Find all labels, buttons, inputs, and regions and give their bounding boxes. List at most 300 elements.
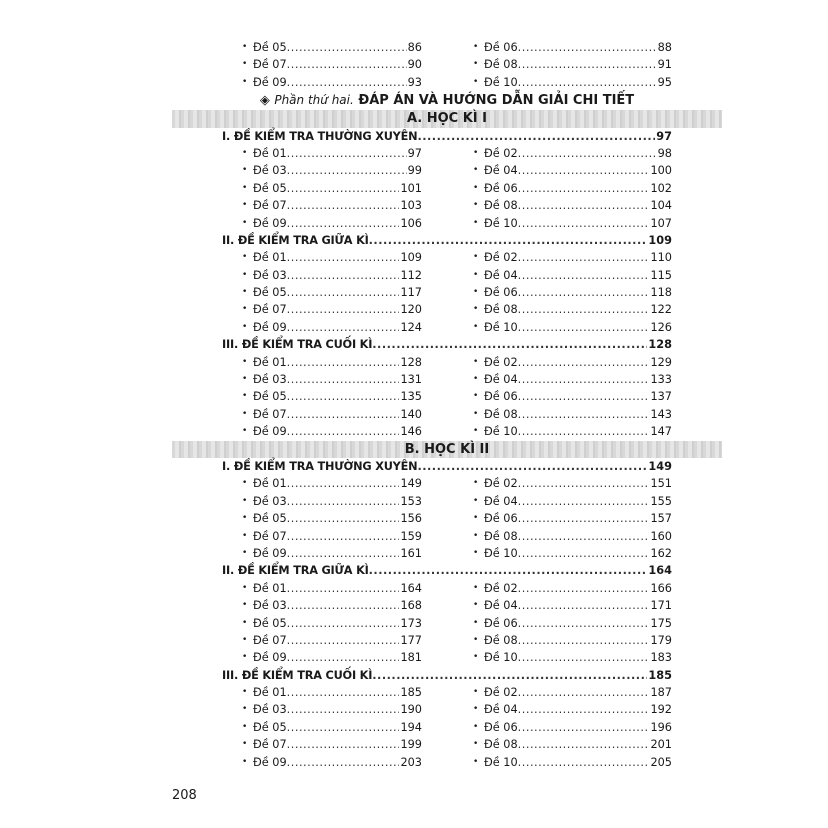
toc-entry[interactable] [473, 754, 672, 771]
entry-page: 187 [650, 686, 672, 700]
bullet-icon: • [242, 495, 248, 506]
toc-entry[interactable] [473, 510, 672, 527]
entry-label: Đề 04 [484, 373, 518, 387]
entry-page: 164 [400, 581, 422, 595]
entry-page: 155 [650, 494, 672, 508]
bullet-icon: • [242, 59, 248, 70]
toc-entry[interactable] [473, 145, 672, 162]
entry-page: 175 [650, 616, 672, 630]
entry-label: Đề 01 [253, 251, 287, 265]
entry-label: Đề 07 [253, 529, 287, 543]
leader-dots [287, 615, 400, 632]
leader-dots [287, 580, 400, 597]
bullet-icon: • [473, 634, 479, 645]
entry-label: Đề 04 [484, 703, 518, 717]
term-heading: B. HỌC KÌ II [172, 441, 722, 458]
toc-entry[interactable] [473, 406, 672, 423]
toc-entry[interactable] [242, 145, 422, 162]
entry-page: 203 [400, 755, 422, 769]
toc-entry[interactable] [473, 684, 672, 701]
entry-label: Đề 08 [484, 303, 518, 317]
bullet-icon: • [473, 76, 479, 87]
entry-page: 168 [400, 599, 422, 613]
leader-dots [518, 388, 650, 405]
entry-page: 183 [650, 651, 672, 665]
entry-label: Đề 02 [484, 355, 518, 369]
entry-page: 190 [400, 703, 422, 717]
toc-entry[interactable] [473, 180, 672, 197]
leader-dots [287, 736, 400, 753]
toc-row [222, 475, 672, 492]
bullet-icon: • [242, 739, 248, 750]
toc-entry[interactable] [473, 267, 672, 284]
toc-row [222, 388, 672, 405]
toc-entry[interactable] [473, 215, 672, 232]
entry-label: Đề 10 [484, 546, 518, 560]
bullet-icon: • [242, 513, 248, 524]
entry-label: Đề 08 [484, 633, 518, 647]
bullet-icon: • [242, 269, 248, 280]
toc-row [222, 736, 672, 753]
toc-row [222, 267, 672, 284]
toc-row [222, 528, 672, 545]
toc-entry[interactable] [473, 528, 672, 545]
entry-label: Đề 08 [484, 529, 518, 543]
section-heading[interactable] [222, 336, 672, 353]
bullet-icon: • [473, 252, 479, 263]
bullet-icon: • [473, 321, 479, 332]
entry-label: Đề 02 [484, 686, 518, 700]
toc-entry[interactable] [242, 56, 422, 73]
entry-page: 177 [400, 633, 422, 647]
entry-page: 117 [400, 286, 422, 300]
entry-page: 95 [657, 75, 672, 89]
section-title: III. ĐỀ KIỂM TRA CUỐI KÌ [222, 338, 373, 352]
toc-entry[interactable] [473, 615, 672, 632]
section-heading[interactable] [222, 667, 672, 684]
section-heading[interactable] [222, 128, 672, 145]
toc-entry[interactable] [242, 371, 422, 388]
toc-entry[interactable] [242, 39, 422, 56]
entry-label: Đề 05 [253, 286, 287, 300]
entry-page: 98 [657, 146, 672, 160]
toc-entry[interactable] [473, 197, 672, 214]
toc-entry[interactable] [473, 39, 672, 56]
entry-label: Đề 07 [253, 738, 287, 752]
toc-row [222, 406, 672, 423]
section-title: I. ĐỀ KIỂM TRA THƯỜNG XUYÊN [222, 459, 418, 473]
toc-entry[interactable] [242, 267, 422, 284]
leader-dots [287, 319, 400, 336]
leader-dots [287, 406, 400, 423]
entry-label: Đề 07 [253, 199, 287, 213]
entry-page: 162 [650, 546, 672, 560]
leader-dots [518, 197, 650, 214]
entry-page: 124 [400, 320, 422, 334]
bullet-icon: • [242, 165, 248, 176]
entry-page: 101 [400, 181, 422, 195]
toc-entry[interactable] [242, 180, 422, 197]
bullet-icon: • [473, 356, 479, 367]
leader-dots [518, 475, 650, 492]
toc-entry[interactable] [473, 319, 672, 336]
toc-entry[interactable] [242, 719, 422, 736]
section-heading[interactable] [222, 232, 672, 249]
entry-page: 147 [650, 425, 672, 439]
toc-entry[interactable] [473, 632, 672, 649]
entry-label: Đề 06 [484, 616, 518, 630]
leader-dots [287, 545, 400, 562]
toc-entry[interactable] [242, 597, 422, 614]
toc-entry[interactable] [242, 162, 422, 179]
leader-dots [369, 562, 648, 579]
bullet-icon: • [242, 582, 248, 593]
entry-label: Đề 03 [253, 164, 287, 178]
bullet-icon: • [473, 269, 479, 280]
toc-entry[interactable] [473, 701, 672, 718]
bullet-icon: • [473, 165, 479, 176]
bullet-icon: • [242, 42, 248, 52]
toc-entry[interactable] [473, 475, 672, 492]
entry-page: 171 [650, 599, 672, 613]
leader-dots [518, 145, 657, 162]
entry-page: 86 [407, 41, 422, 54]
entry-page: 196 [650, 720, 672, 734]
entry-label: Đề 05 [253, 41, 287, 54]
leader-dots [518, 684, 650, 701]
toc-entry[interactable] [473, 56, 672, 73]
toc-entry[interactable] [242, 475, 422, 492]
entry-page: 185 [400, 686, 422, 700]
entry-page: 153 [400, 494, 422, 508]
table-of-contents [222, 39, 672, 771]
leader-dots [287, 371, 400, 388]
bullet-icon: • [242, 304, 248, 315]
entry-page: 100 [650, 164, 672, 178]
toc-row [222, 649, 672, 666]
entry-label: Đề 10 [484, 755, 518, 769]
entry-page: 97 [407, 146, 422, 160]
bullet-icon: • [473, 217, 479, 228]
entry-page: 140 [400, 407, 422, 421]
bullet-icon: • [473, 704, 479, 715]
bullet-icon: • [473, 513, 479, 524]
bullet-icon: • [473, 304, 479, 315]
toc-entry[interactable] [473, 301, 672, 318]
leader-dots [287, 180, 400, 197]
leader-dots [287, 39, 407, 56]
entry-label: Đề 07 [253, 633, 287, 647]
leader-dots [287, 145, 407, 162]
section-page: 185 [648, 668, 672, 682]
entry-page: 146 [400, 425, 422, 439]
entry-label: Đề 08 [484, 407, 518, 421]
entry-label: Đề 03 [253, 599, 287, 613]
entry-page: 126 [650, 320, 672, 334]
entry-page: 157 [650, 512, 672, 526]
section-title: III. ĐỀ KIỂM TRA CUỐI KÌ [222, 668, 373, 682]
toc-row [222, 684, 672, 701]
entry-label: Đề 07 [253, 303, 287, 317]
leader-dots [518, 56, 657, 73]
leader-dots [287, 684, 400, 701]
leader-dots [417, 128, 655, 145]
bullet-icon: • [242, 200, 248, 211]
entry-page: 166 [650, 581, 672, 595]
toc-row [222, 423, 672, 440]
bullet-icon: • [473, 42, 479, 52]
bullet-icon: • [242, 287, 248, 298]
toc-entry[interactable] [242, 388, 422, 405]
toc-entry[interactable] [242, 354, 422, 371]
toc-row [222, 249, 672, 266]
toc-entry[interactable] [242, 736, 422, 753]
bullet-icon: • [473, 495, 479, 506]
toc-row [222, 701, 672, 718]
bullet-icon: • [242, 252, 248, 263]
entry-label: Đề 03 [253, 268, 287, 282]
toc-entry[interactable] [473, 74, 672, 91]
toc-entry[interactable] [473, 249, 672, 266]
section-page: 128 [648, 338, 672, 352]
leader-dots [518, 284, 650, 301]
toc-entry[interactable] [473, 423, 672, 440]
toc-row [222, 145, 672, 162]
entry-page: 131 [400, 373, 422, 387]
leader-dots [518, 162, 650, 179]
entry-label: Đề 06 [484, 720, 518, 734]
leader-dots [287, 267, 400, 284]
entry-page: 159 [400, 529, 422, 543]
entry-label: Đề 01 [253, 686, 287, 700]
leader-dots [518, 615, 650, 632]
leader-dots [287, 701, 400, 718]
bullet-icon: • [242, 756, 248, 767]
leader-dots [518, 215, 650, 232]
toc-row [222, 74, 672, 91]
entry-page: 107 [650, 216, 672, 230]
bullet-icon: • [242, 600, 248, 611]
bullet-icon: • [473, 182, 479, 193]
toc-row [222, 180, 672, 197]
section-page: 149 [648, 459, 672, 473]
toc-entry[interactable] [473, 597, 672, 614]
toc-entry[interactable] [242, 197, 422, 214]
toc-row [222, 545, 672, 562]
entry-label: Đề 01 [253, 581, 287, 595]
leader-dots [518, 528, 650, 545]
bullet-icon: • [473, 478, 479, 489]
leader-dots [518, 493, 650, 510]
leader-dots [518, 249, 650, 266]
entry-page: 103 [400, 199, 422, 213]
bullet-icon: • [242, 321, 248, 332]
toc-entry[interactable] [473, 545, 672, 562]
toc-entry[interactable] [242, 701, 422, 718]
toc-entry[interactable] [473, 162, 672, 179]
term-heading: A. HỌC KÌ I [172, 110, 722, 127]
entry-label: Đề 04 [484, 164, 518, 178]
toc-row [222, 284, 672, 301]
toc-entry[interactable] [242, 301, 422, 318]
toc-entry[interactable] [242, 754, 422, 771]
toc-entry[interactable] [242, 215, 422, 232]
entry-page: 88 [657, 41, 672, 54]
leader-dots [287, 301, 400, 318]
toc-row [222, 510, 672, 527]
toc-entry[interactable] [242, 510, 422, 527]
toc-entry[interactable] [473, 388, 672, 405]
leader-dots [518, 649, 650, 666]
leader-dots [287, 215, 400, 232]
toc-row [222, 197, 672, 214]
entry-label: Đề 09 [253, 755, 287, 769]
entry-label: Đề 02 [484, 251, 518, 265]
entry-label: Đề 09 [253, 216, 287, 230]
part-label: Phần thứ hai. [274, 93, 354, 108]
section-heading[interactable] [222, 562, 672, 579]
leader-dots [518, 371, 650, 388]
diamond-icon: ◈ [259, 93, 270, 109]
entry-page: 201 [650, 738, 672, 752]
entry-page: 192 [650, 703, 672, 717]
leader-dots [287, 754, 400, 771]
bullet-icon: • [473, 426, 479, 437]
toc-entry[interactable] [242, 632, 422, 649]
entry-page: 128 [400, 355, 422, 369]
entry-label: Đề 02 [484, 146, 518, 160]
toc-entry[interactable] [242, 493, 422, 510]
leader-dots [518, 719, 650, 736]
entry-page: 151 [650, 477, 672, 491]
leader-dots [287, 597, 400, 614]
toc-entry[interactable] [242, 545, 422, 562]
leader-dots [518, 580, 650, 597]
bullet-icon: • [242, 547, 248, 558]
entry-page: 160 [650, 529, 672, 543]
leader-dots [518, 180, 650, 197]
entry-page: 161 [400, 546, 422, 560]
leader-dots [518, 301, 650, 318]
toc-entry[interactable] [242, 684, 422, 701]
leader-dots [372, 667, 647, 684]
bullet-icon: • [473, 374, 479, 385]
toc-entry[interactable] [473, 354, 672, 371]
section-title: II. ĐỀ KIỂM TRA GIỮA KÌ [222, 564, 369, 578]
leader-dots [287, 475, 400, 492]
leader-dots [287, 510, 400, 527]
bullet-icon: • [242, 426, 248, 437]
toc-entry[interactable] [473, 493, 672, 510]
leader-dots [518, 736, 650, 753]
toc-row [222, 754, 672, 771]
toc-entry[interactable] [242, 249, 422, 266]
entry-page: 90 [407, 58, 422, 72]
toc-row [222, 39, 672, 56]
entry-label: Đề 06 [484, 286, 518, 300]
bullet-icon: • [242, 652, 248, 663]
bullet-icon: • [242, 391, 248, 402]
entry-page: 135 [400, 390, 422, 404]
entry-page: 122 [650, 303, 672, 317]
toc-row [222, 597, 672, 614]
leader-dots [518, 267, 650, 284]
toc-entry[interactable] [242, 528, 422, 545]
bullet-icon: • [242, 704, 248, 715]
entry-label: Đề 06 [484, 41, 518, 54]
bullet-icon: • [473, 147, 479, 158]
entry-page: 133 [650, 373, 672, 387]
entry-page: 112 [400, 268, 422, 282]
bullet-icon: • [242, 530, 248, 541]
toc-entry[interactable] [473, 736, 672, 753]
bullet-icon: • [242, 408, 248, 419]
entry-page: 143 [650, 407, 672, 421]
toc-entry[interactable] [242, 423, 422, 440]
toc-row [222, 632, 672, 649]
toc-entry[interactable] [473, 284, 672, 301]
entry-label: Đề 08 [484, 58, 518, 72]
entry-page: 118 [650, 286, 672, 300]
toc-entry[interactable] [242, 580, 422, 597]
entry-label: Đề 09 [253, 75, 287, 89]
section-title: I. ĐỀ KIỂM TRA THƯỜNG XUYÊN [222, 129, 418, 143]
leader-dots [287, 284, 400, 301]
entry-label: Đề 07 [253, 58, 287, 72]
leader-dots [518, 423, 650, 440]
toc-entry[interactable] [242, 406, 422, 423]
toc-row [222, 162, 672, 179]
toc-entry[interactable] [242, 74, 422, 91]
bullet-icon: • [473, 600, 479, 611]
section-heading[interactable] [222, 458, 672, 475]
entry-label: Đề 04 [484, 494, 518, 508]
bullet-icon: • [473, 687, 479, 698]
toc-entry[interactable] [473, 719, 672, 736]
toc-row [222, 580, 672, 597]
leader-dots [518, 597, 650, 614]
bullet-icon: • [242, 76, 248, 87]
toc-entry[interactable] [473, 580, 672, 597]
entry-label: Đề 05 [253, 390, 287, 404]
leader-dots [417, 458, 647, 475]
leader-dots [518, 319, 650, 336]
toc-entry[interactable] [242, 319, 422, 336]
leader-dots [287, 56, 407, 73]
leader-dots [287, 74, 407, 91]
toc-entry[interactable] [242, 284, 422, 301]
entry-page: 91 [657, 58, 672, 72]
page-number: 208 [172, 788, 197, 803]
bullet-icon: • [473, 547, 479, 558]
toc-row [222, 301, 672, 318]
toc-entry[interactable] [242, 649, 422, 666]
toc-entry[interactable] [242, 615, 422, 632]
bullet-icon: • [473, 408, 479, 419]
leader-dots [287, 162, 407, 179]
entry-page: 194 [400, 720, 422, 734]
toc-row [222, 215, 672, 232]
bullet-icon: • [473, 391, 479, 402]
entry-page: 115 [650, 268, 672, 282]
toc-entry[interactable] [473, 371, 672, 388]
toc-entry[interactable] [473, 649, 672, 666]
leader-dots [287, 528, 400, 545]
entry-page: 137 [650, 390, 672, 404]
entry-page: 120 [400, 303, 422, 317]
entry-label: Đề 09 [253, 651, 287, 665]
entry-label: Đề 05 [253, 181, 287, 195]
